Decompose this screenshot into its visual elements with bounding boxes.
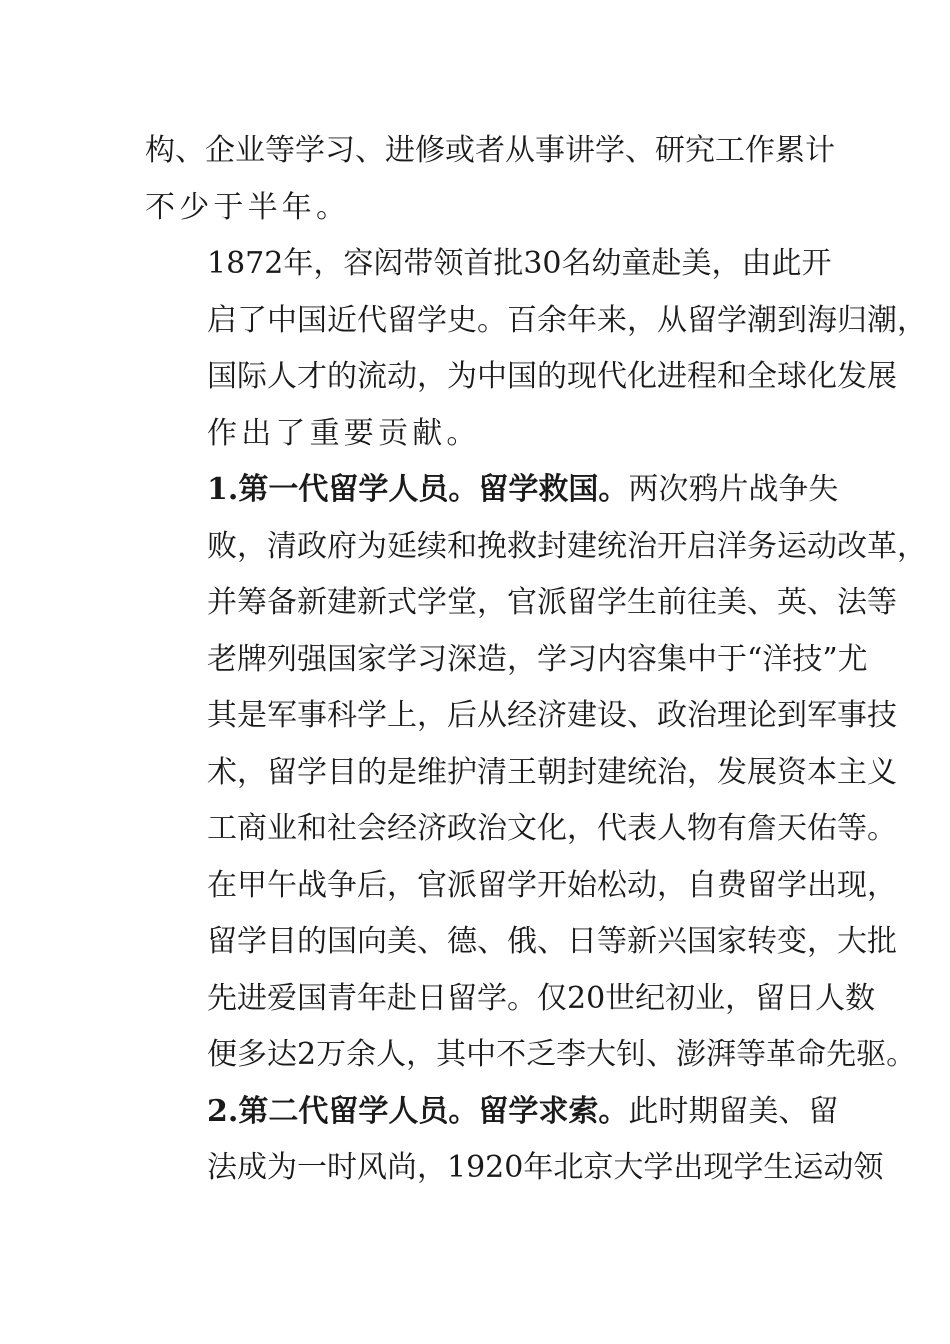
text-line: 不少于半年。 <box>145 189 351 225</box>
text-line: 在甲午战争后，官派留学开始松动，自费留学出现， <box>207 867 897 903</box>
text-line: 国际人才的流动，为中国的现代化进程和全球化发展 <box>207 359 897 394</box>
text-line-with-heading <box>145 1084 839 1141</box>
section-heading-first-generation: 1.第一代留学人员。留学救国。 <box>207 472 629 507</box>
paragraph-continuation <box>145 123 835 236</box>
text-line: 先进爱国青年赴日留学。仅20世纪初业，留日人数 <box>207 980 876 1016</box>
paragraph-intro-1872 <box>145 236 927 462</box>
text-line: 老牌列强国家学习深造，学习内容集中于“洋技”尤 <box>207 641 868 677</box>
text-line: 留学目的国向美、德、俄、日等新兴国家转变，大批 <box>207 924 897 959</box>
document-page <box>145 123 927 1197</box>
text-line: 并筹备新建新式学堂，官派留学生前往美、英、法等 <box>207 585 897 620</box>
text-line: 术，留学目的是维护清王朝封建统治，发展资本主义 <box>207 754 897 790</box>
text-line-tail: 此时期留美、留 <box>628 1093 839 1129</box>
text-line: 1872年，容闳带领首批30名幼童赴美，由此开 <box>207 246 832 281</box>
paragraph-first-generation <box>145 462 927 1084</box>
text-line-tail: 两次鸦片战争失 <box>628 472 839 507</box>
text-line: 其是军事科学上，后从经济建设、政治理论到军事技 <box>207 698 897 733</box>
paragraph-second-generation <box>145 1084 884 1197</box>
text-line: 败，清政府为延续和挽救封建统治开启洋务运动改革， <box>207 528 927 564</box>
section-heading-second-generation: 2.第二代留学人员。留学求索。 <box>207 1093 629 1129</box>
text-line-with-heading <box>145 462 839 519</box>
text-line: 工商业和社会经济政治文化，代表人物有詹天佑等。 <box>207 811 897 846</box>
text-line: 便多达2万余人，其中不乏李大钊、澎湃等革命先驱。 <box>207 1037 917 1072</box>
text-line: 构、企业等学习、进修或者从事讲学、研究工作累计 <box>145 133 835 168</box>
text-line: 启了中国近代留学史。百余年来，从留学潮到海归潮， <box>207 302 927 338</box>
text-line: 作出了重要贡献。 <box>207 415 481 451</box>
text-line: 法成为一时风尚，1920年北京大学出现学生运动领 <box>207 1150 884 1185</box>
